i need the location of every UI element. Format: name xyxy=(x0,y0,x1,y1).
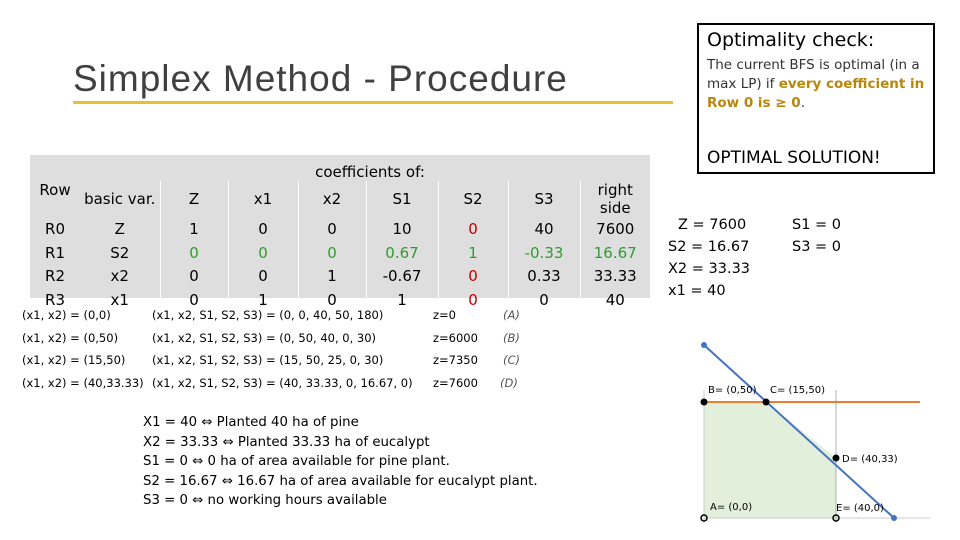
table-cell: 0 xyxy=(438,265,508,289)
table-cell: 0 xyxy=(508,288,580,312)
point-z: z=0 xyxy=(433,308,456,322)
point-label: (B) xyxy=(503,331,520,345)
point-label: (A) xyxy=(503,308,520,322)
point-full: (x1, x2, S1, S2, S3) = (15, 50, 25, 0, 30) xyxy=(152,353,384,367)
label-a: A= (0,0) xyxy=(710,502,753,513)
table-cell: 7600 xyxy=(596,219,635,238)
point-coord: (x1, x2) = (0,50) xyxy=(22,331,119,345)
optimality-highlight: every coefficient in Row 0 is ≥ 0 xyxy=(707,76,925,111)
label-b: B= (0,50) xyxy=(708,385,757,396)
solution-value: S2 = 16.67 xyxy=(668,239,750,255)
interpretation-line: S1 = 0 ⇔ 0 ha of area available for pine plant. xyxy=(143,454,450,469)
table-cell: x2 xyxy=(80,265,160,289)
interpretation-line: X2 = 33.33 ⇔ Planted 33.33 ha of eucalypt xyxy=(143,434,430,450)
header-basic-var: basic var. xyxy=(80,181,160,217)
point-z: z=7350 xyxy=(433,353,478,367)
feasible-region xyxy=(704,402,836,518)
optimality-box xyxy=(697,23,935,174)
table-cell: 40 xyxy=(508,217,580,241)
table-cell: 1 xyxy=(366,288,438,312)
point-full: (x1, x2, S1, S2, S3) = (0, 50, 40, 0, 30) xyxy=(152,331,377,345)
table-cell: 0 xyxy=(438,288,508,312)
table-cell: -0.33 xyxy=(508,241,580,265)
tableau-corner xyxy=(30,155,160,181)
table-cell: 40 xyxy=(605,291,625,310)
label-e: E= (40,0) xyxy=(836,503,884,514)
page-title: Simplex Method - Procedure xyxy=(73,58,568,99)
simplex-tableau xyxy=(30,155,650,312)
table-row xyxy=(30,217,650,241)
header-right-side: right side xyxy=(597,181,633,217)
table-cell: 1 xyxy=(160,217,228,241)
coef-header: coefficients of: xyxy=(315,163,425,181)
point-coord: (x1, x2) = (15,50) xyxy=(22,353,126,367)
interpretation-line: X1 = 40 ⇔ Planted 40 ha of pine xyxy=(143,415,359,430)
table-cell: 1 xyxy=(298,265,366,289)
table-cell: R1 xyxy=(45,243,65,262)
header-x2: x2 xyxy=(298,181,366,217)
header-s3: S3 xyxy=(508,181,580,217)
solution-value: x1 = 40 xyxy=(668,283,726,299)
solution-value: S3 = 0 xyxy=(792,239,842,255)
tableau-corner-right xyxy=(580,155,650,181)
solution-value: Z = 7600 xyxy=(678,217,747,233)
point-label: (C) xyxy=(503,353,521,367)
header-x1: x1 xyxy=(228,181,298,217)
table-cell: S2 xyxy=(80,241,160,265)
table-cell: 0 xyxy=(228,241,298,265)
table-cell: 1 xyxy=(228,288,298,312)
point-full: (x1, x2, S1, S2, S3) = (40, 33.33, 0, 16.67, 0) xyxy=(152,376,413,390)
table-cell: 33.33 xyxy=(593,267,637,286)
table-cell: 16.67 xyxy=(593,243,637,262)
title-underline xyxy=(73,101,673,104)
line-endpoint xyxy=(891,515,897,521)
solution-value: X2 = 33.33 xyxy=(668,261,751,277)
point-z: z=7600 xyxy=(433,376,478,390)
optimality-text xyxy=(707,56,929,113)
solution-values-left xyxy=(668,214,750,302)
table-row xyxy=(30,241,650,265)
vertex-b xyxy=(701,399,708,406)
line-endpoint xyxy=(701,342,707,348)
table-cell: 0 xyxy=(160,241,228,265)
table-cell: x1 xyxy=(80,288,160,312)
point-coord: (x1, x2) = (40,33.33) xyxy=(22,376,144,390)
label-d: D= (40,33) xyxy=(842,454,898,465)
vertex-d xyxy=(833,455,840,462)
table-cell: R2 xyxy=(45,267,65,286)
optimal-solution-label: OPTIMAL SOLUTION! xyxy=(707,148,881,168)
table-cell: 0 xyxy=(438,217,508,241)
table-cell: 0 xyxy=(298,241,366,265)
table-cell: 0 xyxy=(298,288,366,312)
table-cell: 0 xyxy=(160,265,228,289)
point-full: (x1, x2, S1, S2, S3) = (0, 0, 40, 50, 180) xyxy=(152,308,384,322)
vertex-c xyxy=(763,399,770,406)
interpretation-line: S3 = 0 ⇔ no working hours available xyxy=(143,493,387,508)
table-cell: 0 xyxy=(228,265,298,289)
table-cell: 0.33 xyxy=(508,265,580,289)
optimality-text-pre: The current BFS is optimal (in a max LP) if xyxy=(707,57,920,92)
label-c: C= (15,50) xyxy=(770,385,825,396)
table-cell: Z xyxy=(80,217,160,241)
table-cell: 0.67 xyxy=(366,241,438,265)
optimality-heading: Optimality check: xyxy=(707,29,875,51)
table-cell: 0 xyxy=(298,217,366,241)
point-z: z=6000 xyxy=(433,331,478,345)
header-s2: S2 xyxy=(438,181,508,217)
header-s1: S1 xyxy=(366,181,438,217)
point-label: (D) xyxy=(500,376,518,390)
table-row xyxy=(30,265,650,289)
solution-values-right xyxy=(792,214,841,258)
header-z: Z xyxy=(160,181,228,217)
table-cell: R0 xyxy=(45,219,65,238)
table-cell: 0 xyxy=(228,217,298,241)
feasible-region-plot xyxy=(690,330,950,535)
interpretation-block xyxy=(143,413,538,511)
table-cell: 10 xyxy=(366,217,438,241)
point-coord: (x1, x2) = (0,0) xyxy=(22,308,111,322)
table-cell: R3 xyxy=(45,291,65,310)
optimality-text-post: . xyxy=(800,95,805,111)
table-cell: 0 xyxy=(160,288,228,312)
table-cell: -0.67 xyxy=(366,265,438,289)
interpretation-line: S2 = 16.67 ⇔ 16.67 ha of area available for eucalypt plant. xyxy=(143,473,538,489)
table-cell: 1 xyxy=(438,241,508,265)
header-row: Row xyxy=(39,181,71,199)
solution-value: S1 = 0 xyxy=(792,217,842,233)
